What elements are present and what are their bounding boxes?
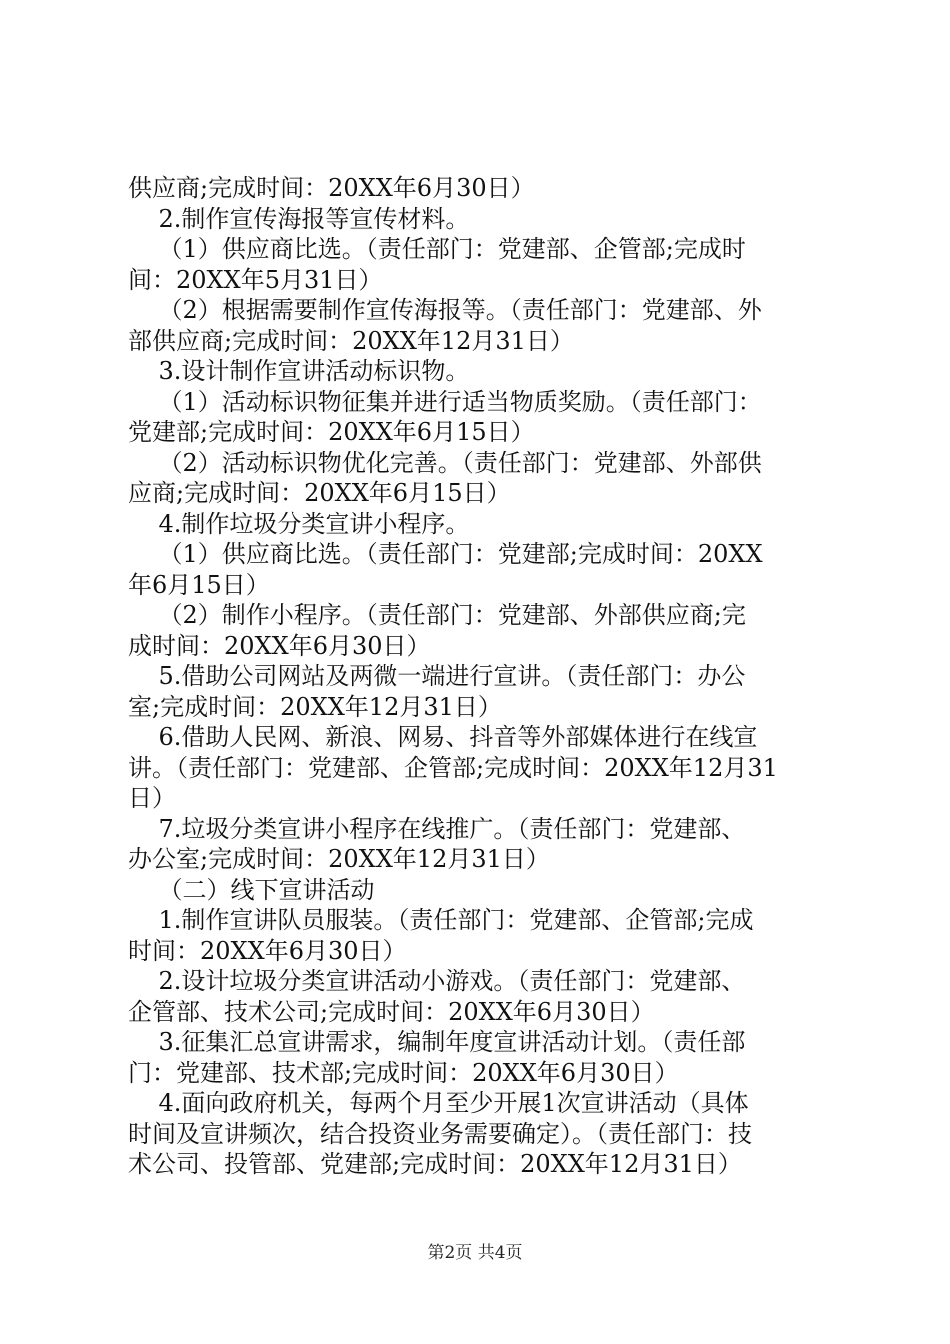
text-line: 室;完成时间：20XX年12月31日） <box>128 692 502 721</box>
text-line: 间：20XX年5月31日） <box>128 265 383 294</box>
text-line: 3.征集汇总宣讲需求，编制年度宣讲活动计划。（责任部 <box>128 1028 746 1056</box>
text-line: 1.制作宣讲队员服装。（责任部门：党建部、企管部;完成 <box>128 906 754 934</box>
text-line: 2.设计垃圾分类宣讲活动小游戏。（责任部门：党建部、 <box>128 967 746 995</box>
text-line: （2）制作小程序。（责任部门：党建部、外部供应商;完 <box>128 601 746 629</box>
text-line: 办公室;完成时间：20XX年12月31日） <box>128 845 550 873</box>
text-line: 成时间：20XX年6月30日） <box>128 631 431 660</box>
text-line: 部供应商;完成时间：20XX年12月31日） <box>128 326 574 355</box>
text-line: （1）供应商比选。（责任部门：党建部、企管部;完成时 <box>128 235 746 263</box>
text-line: 4.制作垃圾分类宣讲小程序。 <box>128 509 470 538</box>
text-line: （1）供应商比选。（责任部门：党建部;完成时间：20XX <box>128 540 763 568</box>
text-line: 日） <box>128 784 176 812</box>
text-line: 6.借助人民网、新浪、网易、抖音等外部媒体进行在线宣 <box>128 723 758 751</box>
text-line: （1）活动标识物征集并进行适当物质奖励。（责任部门： <box>128 387 762 416</box>
text-line: 讲。（责任部门：党建部、企管部;完成时间：20XX年12月31 <box>128 753 778 782</box>
text-line: 企管部、技术公司;完成时间：20XX年6月30日） <box>128 997 655 1026</box>
text-line: 供应商;完成时间：20XX年6月30日） <box>128 174 535 202</box>
text-line: 4.面向政府机关，每两个月至少开展1次宣讲活动（具体 <box>128 1089 749 1117</box>
text-line: 5.借助公司网站及两微一端进行宣讲。（责任部门：办公 <box>128 662 746 690</box>
page-footer <box>0 1242 950 1264</box>
text-line: 门：党建部、技术部;完成时间：20XX年6月30日） <box>128 1058 679 1087</box>
text-line: 时间：20XX年6月30日） <box>128 936 407 965</box>
text-line: （2）根据需要制作宣传海报等。（责任部门：党建部、外 <box>128 296 762 324</box>
text-line: 时间及宣讲频次，结合投资业务需要确定）。（责任部门：技 <box>128 1119 752 1148</box>
page-number: 第2页 共4页 <box>427 1243 523 1263</box>
section-heading: （二）线下宣讲活动 <box>128 875 375 904</box>
document-body <box>128 173 834 1180</box>
text-line: 3.设计制作宣讲活动标识物。 <box>128 357 470 385</box>
text-line: 年6月15日） <box>128 570 270 599</box>
text-line: 7.垃圾分类宣讲小程序在线推广。（责任部门：党建部、 <box>128 814 746 843</box>
text-line: 术公司、投管部、党建部;完成时间：20XX年12月31日） <box>128 1150 742 1178</box>
text-line: 2.制作宣传海报等宣传材料。 <box>128 204 470 233</box>
text-line: （2）活动标识物优化完善。（责任部门：党建部、外部供 <box>128 448 762 477</box>
text-line: 应商;完成时间：20XX年6月15日） <box>128 479 511 507</box>
text-line: 党建部;完成时间：20XX年6月15日） <box>128 418 535 446</box>
